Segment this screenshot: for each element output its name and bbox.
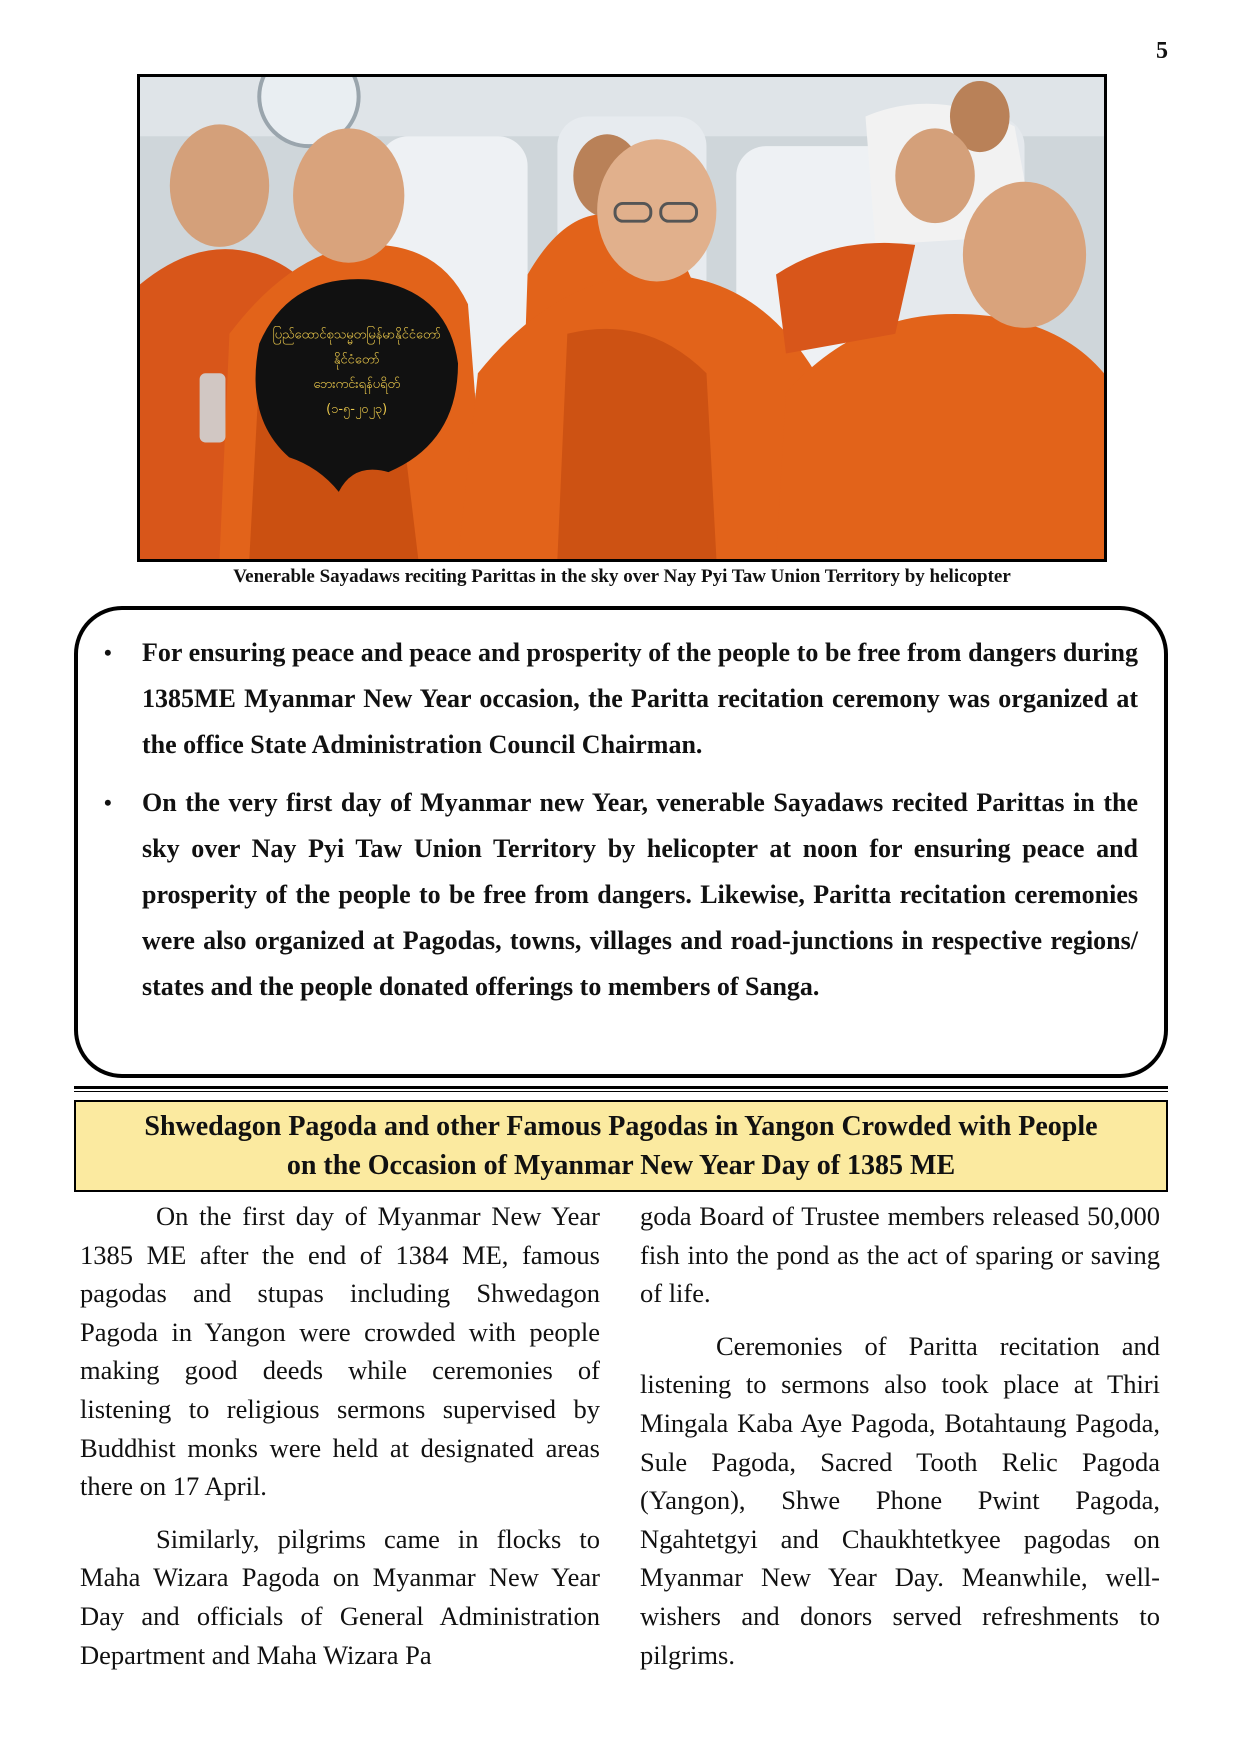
monk-head (293, 128, 404, 262)
photo-illustration (140, 77, 1104, 559)
right-column (640, 1197, 1160, 1688)
bullet-icon: • (104, 790, 112, 815)
monk-head (170, 124, 269, 246)
section-divider (74, 1086, 1168, 1089)
fan-text: နိုင်ငံတော် (333, 352, 380, 368)
article-headline (74, 1100, 1168, 1192)
paragraph: On the first day of Myanmar New Year 1385 ME after the end of 1384 ME, famous pagodas and stupas including Shwedagon Pagoda in Yangon were crowded with people making good deeds while ceremonies of listening to religious sermons supervised by Buddhist monks were held at designated areas there on 17 April. (80, 1201, 600, 1502)
headline-line: Shwedagon Pagoda and other Famous Pagodas in Yangon Crowded with People (144, 1111, 1098, 1142)
headline-line: on the Occasion of Myanmar New Year Day of 1385 ME (286, 1150, 956, 1181)
highlights-box (74, 606, 1168, 1078)
highlight-text: On the very first day of Myanmar new Year, venerable Sayadaws recited Parittas in the sky over Nay Pyi Taw Union Territory by helicopter at noon for ensuring peace and prosperity of the people to be free from dangers. Likewise, Paritta recitation ceremonies were also organized at Pagodas, towns, villages and road-junctions in respective regions/ states and the people donated offerings to members of Sanga. (142, 788, 1138, 1001)
page-number: 5 (1156, 38, 1168, 64)
photo-caption: Venerable Sayadaws reciting Parittas in the sky over Nay Pyi Taw Union Territory by helicopter (233, 566, 1011, 587)
paragraph: Similarly, pilgrims came in flocks to Maha Wizara Pagoda on Myanmar New Year Day and officials of General Administration Department and Maha Wizara Pa (80, 1523, 600, 1670)
fan-text: ဘေးကင်းရန်ပရိတ် (313, 377, 400, 393)
monk-head (895, 128, 975, 223)
left-column (80, 1197, 600, 1688)
section-divider (74, 1091, 1168, 1092)
highlight-text: For ensuring peace and peace and prosperity of the people to be free from dangers during 1385ME Myanmar New Year occasion, the Paritta recitation ceremony was organized at the office State Administration Council Chairman. (142, 638, 1138, 759)
monk-head (963, 182, 1086, 328)
article-body (80, 1197, 1160, 1688)
highlights-list (100, 630, 1138, 1022)
paragraph: Ceremonies of Paritta recitation and listening to sermons also took place at Thiri Mingala Kaba Aye Pagoda, Botahtaung Pagoda, Sule Pagoda, Sacred Tooth Relic Pagoda (Yangon), Shwe Phone Pwint Pagoda, Ngahtetgyi and Chaukhtetkyee pagodas on Myanmar New Year Day. Meanwhile, well-wishers and donors served refreshments to pilgrims. (640, 1330, 1160, 1670)
highlight-item (100, 630, 1138, 768)
water-bottle (200, 373, 226, 442)
fan-text: (၁-၅-၂၀၂၃) (326, 401, 388, 417)
fan-text: ပြည်ထောင်စုသမ္မတမြန်မာနိုင်ငံတော် (272, 327, 441, 343)
paragraph: goda Board of Trustee members released 50,000 fish into the pond as the act of sparing or saving of life. (640, 1201, 1160, 1309)
robe-shadow (557, 329, 716, 559)
bullet-icon: • (104, 640, 112, 665)
monks-helicopter-photo (137, 74, 1107, 562)
highlight-item (100, 780, 1138, 1010)
